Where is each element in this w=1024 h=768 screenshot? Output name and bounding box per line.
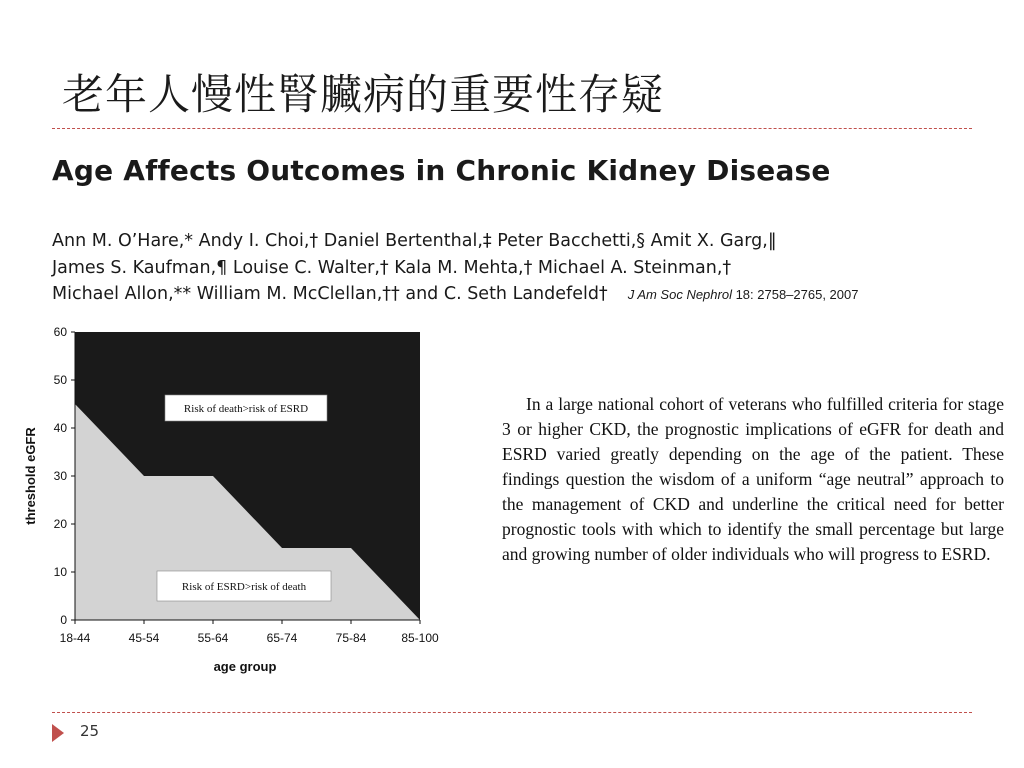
upper-region-label: Risk of death>risk of ESRD bbox=[183, 403, 309, 415]
x-tick-label: 18-44 bbox=[59, 631, 91, 645]
title-divider bbox=[52, 128, 972, 129]
y-tick-label: 40 bbox=[53, 421, 67, 435]
x-tick-label: 55-64 bbox=[197, 631, 229, 645]
y-tick-label: 20 bbox=[53, 517, 67, 531]
x-tick-label: 45-54 bbox=[128, 631, 160, 645]
x-tick-label: 65-74 bbox=[266, 631, 298, 645]
citation-journal: J Am Soc Nephrol bbox=[627, 287, 732, 302]
x-tick-label: 75-84 bbox=[335, 631, 367, 645]
y-axis-ticks bbox=[54, 325, 75, 627]
y-tick-label: 30 bbox=[53, 469, 67, 483]
slide-title: 老年人慢性腎臟病的重要性存疑 bbox=[62, 70, 665, 119]
author-line: Ann M. O’Hare,* Andy I. Choi,† Daniel Bertenthal,‡ Peter Bacchetti,§ Amit X. Garg,‖ bbox=[52, 231, 777, 251]
x-tick-label: 85-100 bbox=[401, 631, 439, 645]
author-line bbox=[52, 281, 858, 309]
author-line-text: Michael Allon,** William M. McClellan,†† and C. Seth Landefeld† bbox=[52, 284, 608, 304]
author-list bbox=[52, 228, 858, 309]
y-tick-label: 10 bbox=[53, 565, 67, 579]
egfr-threshold-chart bbox=[0, 318, 450, 684]
x-axis-label: age group bbox=[213, 659, 277, 674]
paper-title: Age Affects Outcomes in Chronic Kidney Disease bbox=[52, 154, 831, 187]
lower-region-label: Risk of ESRD>risk of death bbox=[181, 581, 307, 593]
y-tick-label: 0 bbox=[60, 613, 67, 627]
abstract-text: In a large national cohort of veterans who fulfilled criteria for stage 3 or higher CKD, the prognostic implications of eGFR for death and ESRD varied greatly depending on the age of the patient. These findings question the wisdom of a uniform “age neutral” approach to the management of CKD and underline the critical need for better prognostic tools with which to identify the small percentage but large and growing number of older individuals who will progress to ESRD. bbox=[502, 394, 1004, 564]
citation bbox=[628, 287, 859, 302]
y-axis-label: threshold eGFR bbox=[23, 427, 38, 525]
page-number: 25 bbox=[80, 722, 100, 740]
y-tick-label: 50 bbox=[53, 373, 67, 387]
footer-arrow-icon bbox=[52, 724, 64, 742]
footer-divider bbox=[52, 712, 972, 713]
y-tick-label: 60 bbox=[53, 325, 67, 339]
citation-details: 18: 2758–2765, 2007 bbox=[731, 287, 859, 302]
x-axis-ticks bbox=[60, 620, 439, 645]
author-line: James S. Kaufman,¶ Louise C. Walter,† Kala M. Mehta,† Michael A. Steinman,† bbox=[52, 257, 732, 278]
